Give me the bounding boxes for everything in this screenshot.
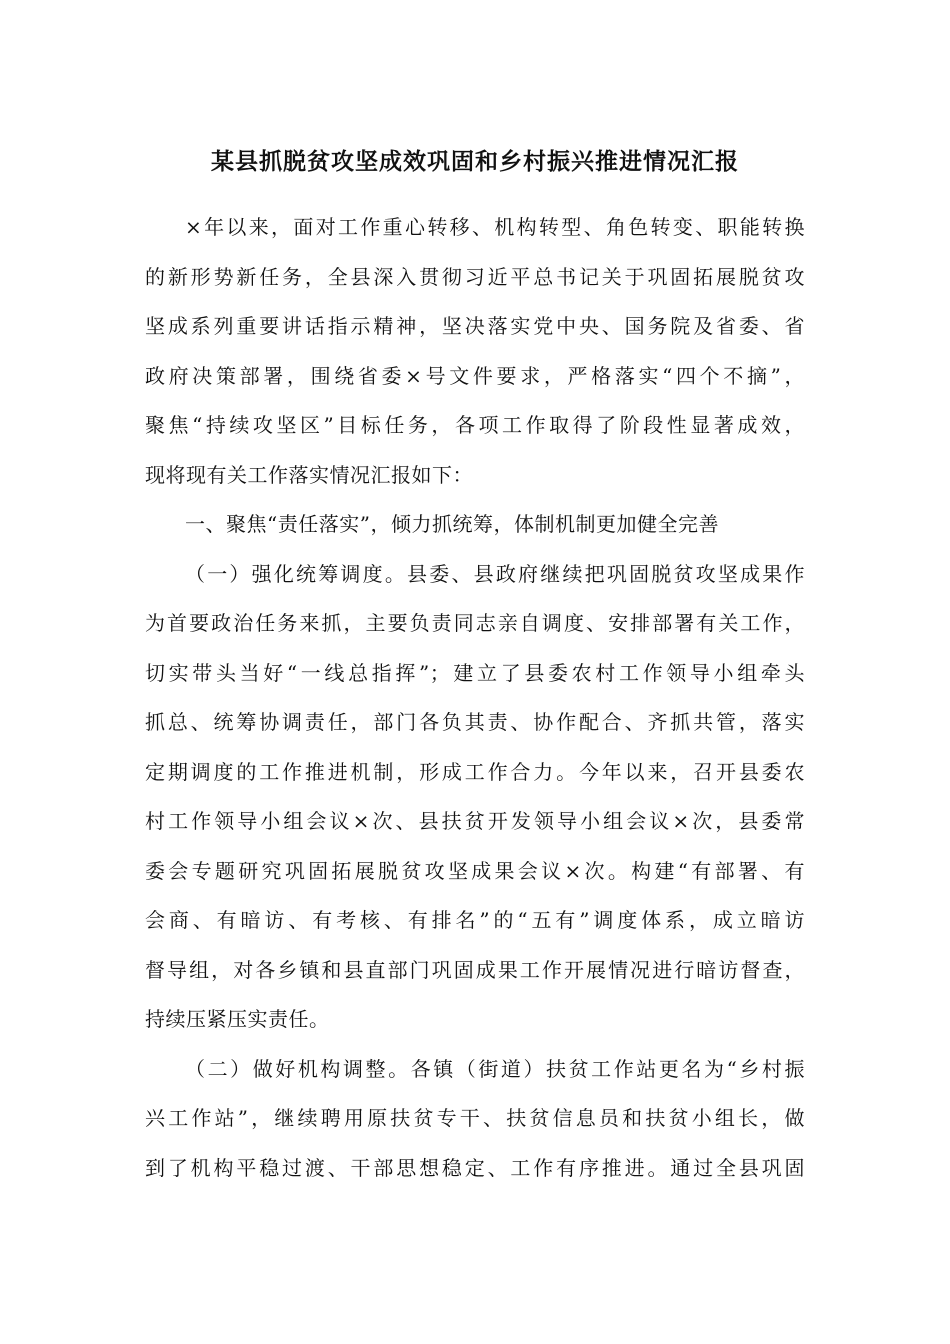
section-heading: 一、聚焦“责任落实”，倾力抓统筹，体制机制更加健全完善 (185, 512, 719, 536)
text-line: 兴工作站”，继续聘用原扶贫专干、扶贫信息员和扶贫小组长，做 (145, 1106, 805, 1130)
text-line: 村工作领导小组会议×次、县扶贫开发领导小组会议×次，县委常 (145, 809, 805, 833)
text-line: 定期调度的工作推进机制，形成工作合力。今年以来，召开县委农 (145, 759, 805, 784)
text-line: 切实带头当好“一线总指挥”；建立了县委农村工作领导小组牵头 (145, 660, 805, 685)
text-line: 到了机构平稳过渡、干部思想稳定、工作有序推进。通过全县巩固 (145, 1155, 805, 1180)
document-body (145, 207, 805, 1197)
text-line: （二）做好机构调整。各镇（街道）扶贫工作站更名为“乡村振 (185, 1056, 805, 1081)
text-line: 为首要政治任务来抓，主要负责同志亲自调度、安排部署有关工作， (145, 611, 805, 635)
text-line: 委会专题研究巩固拓展脱贫攻坚成果会议×次。构建“有部署、有 (145, 858, 805, 883)
text-line: ×年以来，面对工作重心转移、机构转型、角色转变、职能转换 (185, 215, 805, 239)
text-line: 督导组，对各乡镇和县直部门巩固成果工作开展情况进行暗访督查， (145, 957, 805, 982)
text-line: 的新形势新任务，全县深入贯彻习近平总书记关于巩固拓展脱贫攻 (145, 264, 805, 289)
text-line: （一）强化统筹调度。县委、县政府继续把巩固脱贫攻坚成果作 (185, 561, 805, 586)
text-line: 持续压紧压实责任。 (145, 1007, 330, 1031)
text-line: 聚焦“持续攻坚区”目标任务，各项工作取得了阶段性显著成效， (145, 413, 805, 437)
text-line: 坚成系列重要讲话指示精神，坚决落实党中央、国务院及省委、省 (145, 314, 805, 338)
text-line: 抓总、统筹协调责任，部门各负其责、协作配合、齐抓共管，落实 (145, 710, 805, 734)
text-line: 现将现有关工作落实情况汇报如下： (145, 462, 473, 487)
text-line: 会商、有暗访、有考核、有排名”的“五有”调度体系，成立暗访 (145, 908, 805, 932)
document-title: 某县抓脱贫攻坚成效巩固和乡村振兴推进情况汇报 (211, 148, 739, 175)
text-line: 政府决策部署，围绕省委×号文件要求，严格落实“四个不摘”， (145, 363, 805, 388)
